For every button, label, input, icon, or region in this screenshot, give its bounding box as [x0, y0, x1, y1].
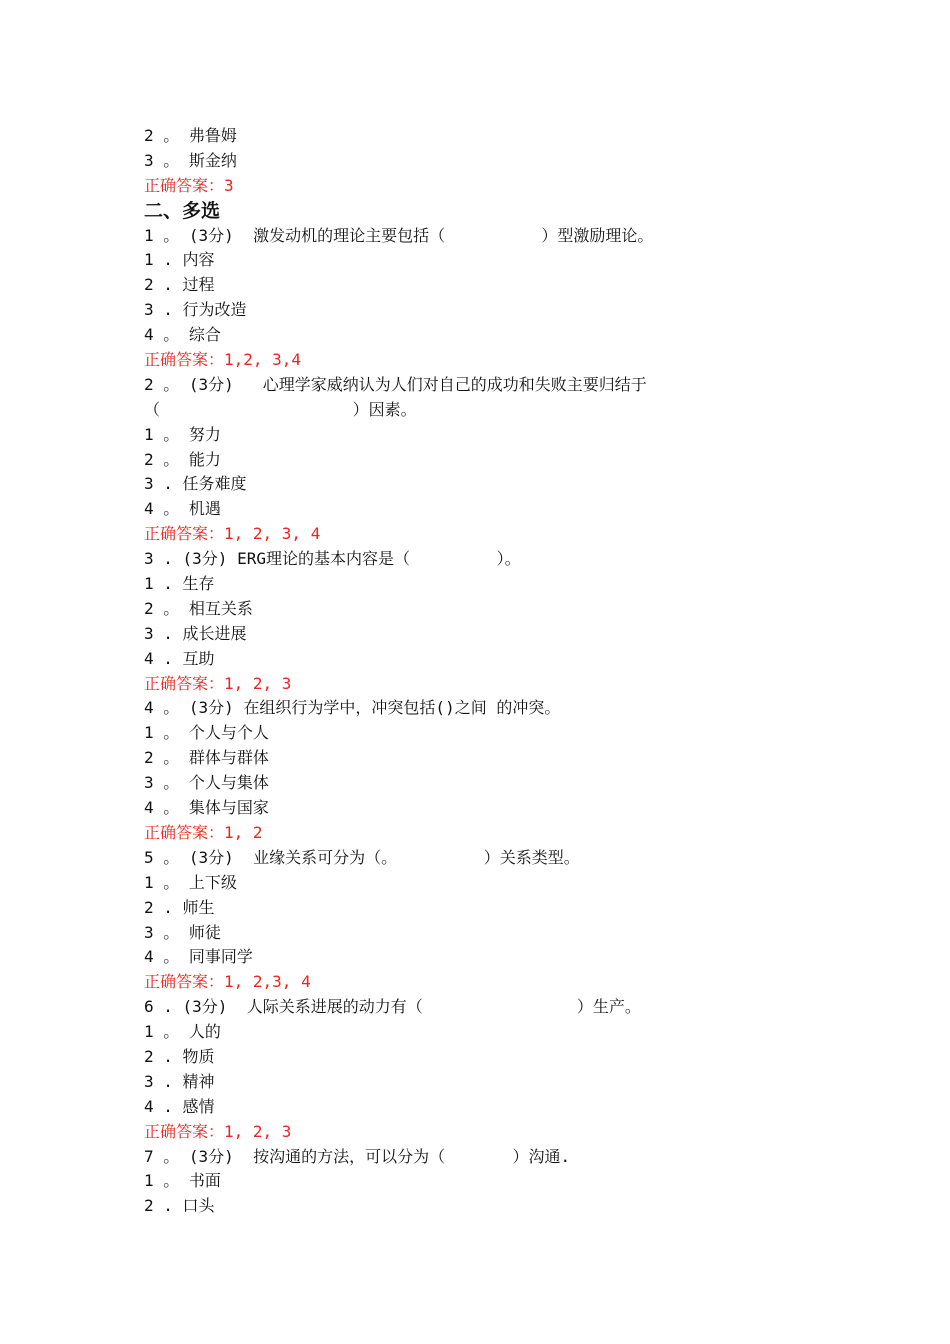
option-item: 4 。 机遇: [144, 499, 221, 519]
option-item: 4 。 同事同学: [144, 947, 253, 967]
correct-answer: 正确答案：1, 2, 3, 4: [144, 524, 321, 544]
correct-answer: 正确答案：1, 2, 3: [144, 673, 292, 693]
option-item: 3 . 任务难度: [144, 474, 247, 494]
correct-answer: 正确答案：1,2, 3,4: [144, 350, 302, 370]
option-item: 1 . 生存: [144, 574, 215, 594]
question-text: 3 . (3分) ERG理论的基本内容是（ ）。: [144, 549, 521, 569]
question-text: 7 。 (3分) 按沟通的方法，可以分为（ ）沟通.: [144, 1146, 571, 1166]
option-item: 3 。 师徒: [144, 922, 221, 942]
question-text: 1 。 (3分) 激发动机的理论主要包括（ ）型激励理论。: [144, 225, 654, 245]
option-item: 2 。 相互关系: [144, 598, 253, 618]
option-item: 1 。 个人与个人: [144, 723, 269, 743]
section-heading: 二、多选: [144, 199, 221, 222]
option-item: 3 . 行为改造: [144, 300, 247, 320]
option-item: 1 。 人的: [144, 1022, 221, 1042]
option-item: 2 . 过程: [144, 275, 215, 295]
question-text: 4 。 (3分) 在组织行为学中，冲突包括()之间 的冲突。: [144, 698, 561, 718]
question-text: 2 。 (3分) 心理学家威纳认为人们对自己的成功和失败主要归结于: [144, 374, 647, 394]
correct-answer: 正确答案：1, 2, 3: [144, 1121, 292, 1141]
option-item: 2 。 弗鲁姆: [144, 126, 237, 145]
question-text: 6 . (3分) 人际关系进展的动力有（ ）生产。: [144, 997, 641, 1017]
option-item: 4 . 互助: [144, 648, 215, 668]
correct-answer: 正确答案：3: [144, 175, 234, 195]
option-item: 4 . 感情: [144, 1096, 215, 1116]
option-item: 1 。 书面: [144, 1171, 221, 1191]
option-item: 3 . 精神: [144, 1071, 215, 1091]
option-item: 2 . 物质: [144, 1046, 215, 1066]
option-item: 3 。 个人与集体: [144, 773, 269, 793]
option-item: 1 . 内容: [144, 250, 215, 270]
correct-answer: 正确答案：1, 2: [144, 822, 263, 842]
correct-answer: 正确答案：1, 2,3, 4: [144, 972, 311, 992]
question-text: 5 。 (3分) 业缘关系可分为（。 ）关系类型。: [144, 847, 580, 867]
document-body: [144, 124, 844, 1219]
option-item: 3 。 斯金纳: [144, 150, 237, 170]
option-item: 4 。 综合: [144, 325, 221, 345]
option-item: 1 。 努力: [144, 424, 221, 444]
option-item: 2 。 群体与群体: [144, 748, 269, 768]
question-text: （ ）因素。: [144, 399, 417, 419]
option-item: 2 。 能力: [144, 449, 221, 469]
option-item: 2 . 师生: [144, 897, 215, 917]
option-item: 1 。 上下级: [144, 872, 237, 892]
option-item: 4 。 集体与国家: [144, 798, 269, 818]
option-item: 2 . 口头: [144, 1196, 215, 1216]
option-item: 3 . 成长进展: [144, 623, 247, 643]
